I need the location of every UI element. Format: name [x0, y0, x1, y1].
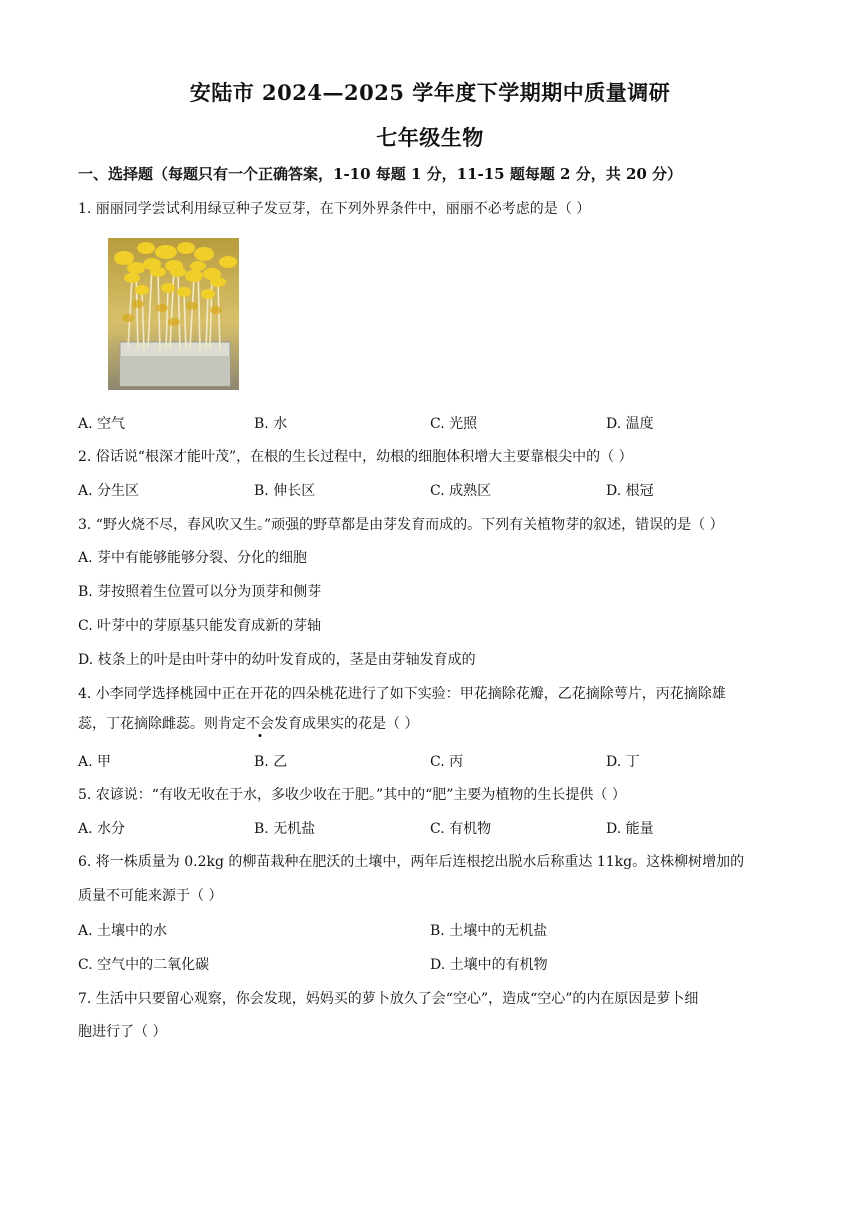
- question-1-option-a[interactable]: A. 空气: [78, 416, 126, 432]
- question-4-stem-line-1: 4. 小李同学选择桃园中正在开花的四朵桃花进行了如下实验：甲花摘除花瓣，乙花摘除萼片，丙花摘除雄: [78, 686, 726, 702]
- question-4-option-a[interactable]: A. 甲: [78, 754, 112, 770]
- question-5-option-a[interactable]: A. 水分: [78, 821, 126, 837]
- question-6-option-d[interactable]: D. 土壤中的有机物: [430, 957, 548, 973]
- exam-subtitle: 七年级生物: [376, 125, 484, 150]
- question-2-option-a[interactable]: A. 分生区: [78, 483, 140, 499]
- question-1-option-c[interactable]: C. 光照: [430, 416, 478, 432]
- question-6-option-a[interactable]: A. 土壤中的水: [78, 923, 168, 939]
- question-4-stem-tail: 发育成果实的花是（ ）: [274, 716, 419, 732]
- exam-title: 安陆市 2024—2025 学年度下学期期中质量调研: [189, 80, 671, 105]
- question-1-stem: 1. 丽丽同学尝试利用绿豆种子发豆芽，在下列外界条件中，丽丽不必考虑的是（ ）: [78, 201, 591, 217]
- question-6-stem-line-1: 6. 将一株质量为 0.2kg 的柳苗栽种在肥沃的土壤中，两年后连根挖出脱水后称重达 11kg。这株柳树增加的: [78, 854, 745, 870]
- question-6-option-b[interactable]: B. 土壤中的无机盐: [430, 923, 548, 939]
- question-2-option-c[interactable]: C. 成熟区: [430, 483, 492, 499]
- question-6-option-c[interactable]: C. 空气中的二氧化碳: [78, 957, 210, 973]
- question-5-option-c[interactable]: C. 有机物: [430, 821, 492, 837]
- section-heading: 一、选择题（每题只有一个正确答案，1-10 每题 1 分，11-15 题每题 2 分，共 20 分）: [78, 165, 683, 183]
- question-4-option-c[interactable]: C. 丙: [430, 754, 464, 770]
- question-5-option-d[interactable]: D. 能量: [606, 821, 654, 837]
- question-5-stem: 5. 农谚说：“有收无收在于水，多收少收在于肥。”其中的“肥”主要为植物的生长提供（ ）: [78, 787, 626, 803]
- question-7-stem-line-1: 7. 生活中只要留心观察，你会发现，妈妈买的萝卜放久了会“空心”，造成“空心”的内在原因是萝卜细: [78, 991, 699, 1007]
- question-5-option-b[interactable]: B. 无机盐: [254, 821, 316, 837]
- question-4-stem-line-2: [78, 713, 418, 733]
- question-3-stem: 3. “野火烧不尽，春风吹又生。”顽强的野草都是由芽发育而成的。下列有关植物芽的叙述，错误的是（ ）: [78, 517, 724, 533]
- question-3-option-a[interactable]: A. 芽中有能够能够分裂、分化的细胞: [78, 550, 308, 566]
- question-3-option-d[interactable]: D. 枝条上的叶是由叶芽中的幼叶发育成的，茎是由芽轴发育成的: [78, 652, 476, 668]
- question-6-stem-line-2: 质量不可能来源于（ ）: [78, 888, 223, 904]
- question-2-option-b[interactable]: B. 伸长区: [254, 483, 316, 499]
- question-2-stem: 2. 俗话说“根深才能叶茂”，在根的生长过程中，幼根的细胞体积增大主要靠根尖中的（ ）: [78, 449, 633, 465]
- question-4-option-d[interactable]: D. 丁: [606, 754, 640, 770]
- question-7-stem-line-2: 胞进行了（ ）: [78, 1024, 167, 1040]
- question-1-option-b[interactable]: B. 水: [254, 416, 288, 432]
- question-1-option-d[interactable]: D. 温度: [606, 416, 654, 432]
- bean-sprouts-illustration: [108, 238, 239, 390]
- emphasized-text: 不会: [246, 716, 274, 732]
- question-3-option-c[interactable]: C. 叶芽中的芽原基只能发育成新的芽轴: [78, 618, 322, 634]
- question-4-stem-text: 蕊，丁花摘除雌蕊。则肯定: [78, 716, 246, 732]
- bean-sprouts-photo: [108, 238, 239, 390]
- question-4-option-b[interactable]: B. 乙: [254, 754, 288, 770]
- question-2-option-d[interactable]: D. 根冠: [606, 483, 654, 499]
- question-3-option-b[interactable]: B. 芽按照着生位置可以分为顶芽和侧芽: [78, 584, 322, 600]
